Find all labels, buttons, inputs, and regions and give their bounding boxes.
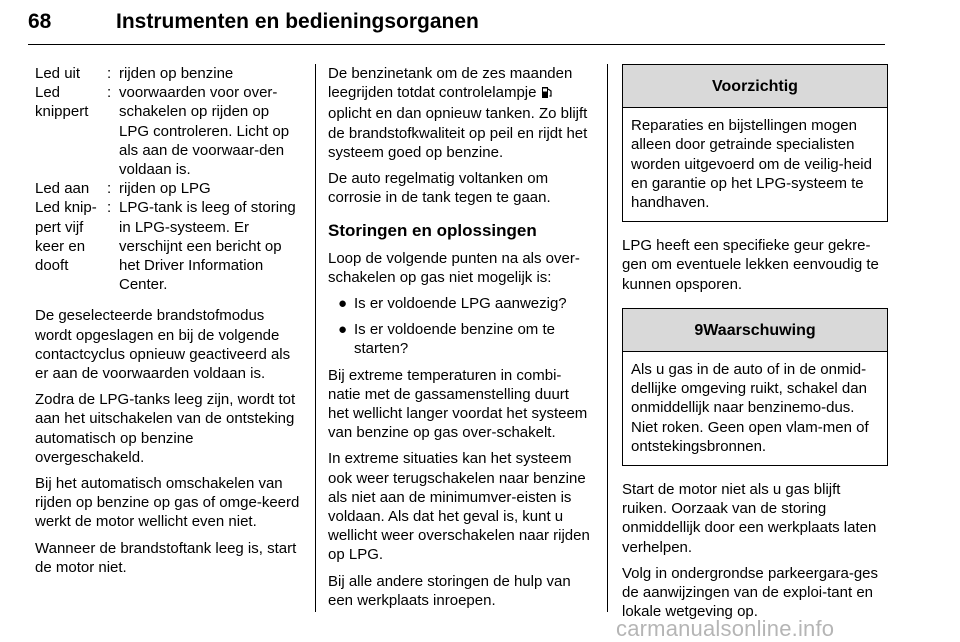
body-paragraph: Start de motor niet als u gas blijft ruiken. Oorzaak van de storing onmiddellijk door een werkplaats laten verhelpen. [622,481,877,556]
section-heading: Storingen en oplossingen [328,221,537,241]
led-separator: : [107,84,112,102]
led-term: Led knippert [35,84,89,121]
column-divider [607,64,608,612]
body-paragraph: In extreme situaties kan het systeem ook weer terugschakelen naar benzine als niet aan de minimumver-eisten is voldaan. Als dat het geval is, kunt u wellicht weer overschakelen naar rijden op LPG. [328,450,590,564]
led-separator: : [107,199,112,217]
list-item-text: Is er voldoende LPG aanwezig? [354,295,567,313]
warning-header [623,309,887,352]
list-item-text: Is er voldoende benzine om te starten? [354,321,555,358]
led-separator: : [107,180,112,198]
warning-icon: 9 [694,321,704,339]
led-term: Led aan [35,180,90,198]
body-paragraph [328,64,592,162]
warning-text: Als u gas in de auto of in de onmid-dellijke omgeving ruikt, schakel dan onmiddellijk naar benzinemo-dus. Niet roken. Geen open vlam-men of ontstekingsbronnen. [631,361,869,455]
page-title: Instrumenten en bedieningsorganen [116,10,479,33]
led-description: rijden op benzine [119,65,234,82]
page-header [28,8,885,45]
intro-text: De benzinetank om de zes maanden leegrijden totdat controlelampje [328,65,573,102]
led-description: LPG-tank is leeg of storing in LPG-systeem. Er verschijnt een bericht op het Driver Information Center. [119,199,296,294]
bullet-icon: ● [338,321,348,339]
led-description: rijden op LPG [119,180,211,198]
led-description: voorwaarden voor over-schakelen op rijden op LPG controleren. Licht op als aan de voorwaar-den voldaan is. [119,84,290,179]
body-paragraph: Zodra de LPG-tanks leeg zijn, wordt tot aan het uitschakelen van de ontsteking automatisch op benzine overgeschakeld. [35,391,296,466]
list-item [328,294,592,313]
led-separator: : [107,65,112,82]
caution-box [622,64,888,222]
column-right [622,64,888,628]
led-term: Led uit [35,65,81,82]
caution-title: Voorzichtig [623,65,887,108]
body-paragraph: Wanneer de brandstoftank leeg is, start de motor niet. [35,539,297,576]
body-paragraph: Loop de volgende punten na als over-schakelen op gas niet mogelijk is: [328,249,580,286]
body-paragraph: De geselecteerde brandstofmodus wordt opgeslagen en bij de volgende contactcyclus opnieuw geactiveerd als er aan de voorwaarden voldaan is. [35,307,291,383]
body-paragraph: Bij extreme temperaturen in combi-natie met de gassamenstelling duurt het wellicht langer voordat het systeem van benzine op gas over-schakelt. [328,366,588,442]
list-item [328,320,592,358]
watermark: carmanualsonline.info [616,616,835,641]
warning-title: Waarschuwing [703,321,816,339]
intro-text-continued: oplicht en dan opnieuw tanken. Zo blijft de brandstofkwaliteit op peil en rijdt het systeem goed op benzine. [328,105,588,161]
column-divider [315,64,316,612]
led-term: Led knip-pert vijf keer en dooft [35,199,97,275]
fuel-lamp-icon [541,85,553,104]
body-paragraph: LPG heeft een specifieke geur gekre-gen om eventuele lekken eenvoudig te kunnen opsporen. [622,237,879,293]
body-paragraph: Bij alle andere storingen de hulp van een werkplaats inroepen. [328,572,571,609]
caution-text: Reparaties en bijstellingen mogen alleen door getrainde specialisten worden uitgevoerd om de veilig-heid en garantie op het LPG-systeem te handhaven. [631,117,872,212]
warning-box [622,308,888,466]
bullet-icon: ● [338,295,348,313]
body-paragraph: De auto regelmatig voltanken om corrosie in de tank tegen te gaan. [328,170,551,207]
body-paragraph: Bij het automatisch omschakelen van rijden op benzine op gas of omge-keerd werkt de motor wellicht even niet. [35,475,300,531]
column-middle [328,64,592,617]
body-paragraph: Volg in ondergrondse parkeergara-ges de aanwijzingen van de exploi-tant en lokale wetgeving op. [622,564,879,621]
column-left [35,64,300,584]
led-status-table [35,64,300,294]
page-number: 68 [28,10,52,33]
